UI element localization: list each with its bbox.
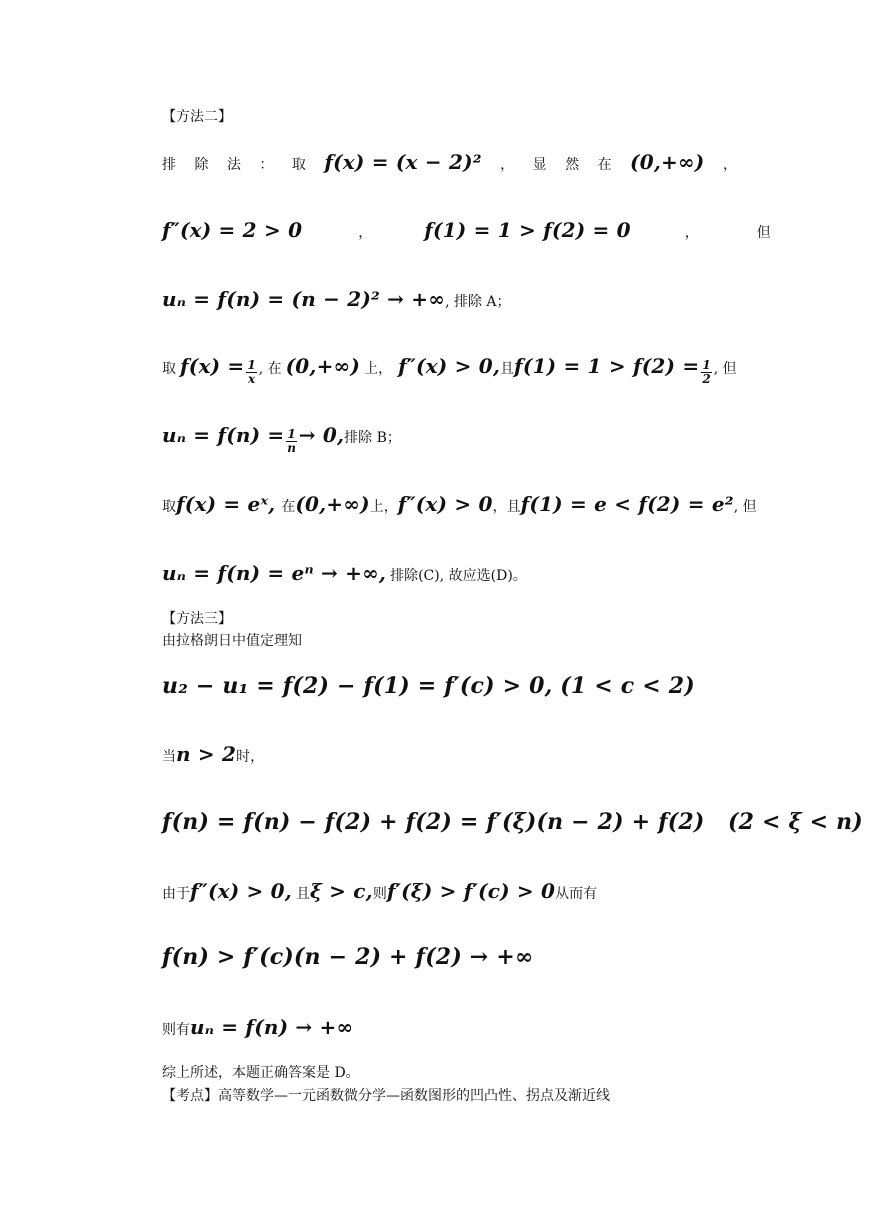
method-three-title: 【方法三】	[162, 611, 232, 627]
exclude-b-line	[162, 423, 401, 459]
formula: u₂ − u₁ = f(2) − f(1) = f′(c) > 0, (1 < c < 2)	[162, 673, 695, 699]
formula: f(n) = f(n) − f(2) + f(2) = f′(ξ)(n − 2) + f(2) (2 < ξ < n)	[162, 809, 863, 835]
since-line	[162, 879, 597, 903]
text: 上，	[364, 361, 393, 377]
formula: uₙ = f(n) = eⁿ → +∞,	[162, 561, 387, 585]
text: 排除(C), 故应选(D)。	[390, 568, 527, 584]
char: 然	[565, 157, 580, 173]
char: 但	[756, 225, 771, 241]
formula: f(n) > f′(c)(n − 2) + f(2) → +∞	[162, 944, 534, 970]
text: 由于	[162, 886, 190, 902]
exclude-a-line	[162, 287, 511, 311]
formula: uₙ = f(n) =	[162, 423, 285, 447]
formula: uₙ = f(n) = (n − 2)² → +∞	[162, 287, 446, 311]
text: 当	[162, 749, 176, 765]
inequality-formula	[162, 944, 533, 970]
exclude-c-line	[162, 561, 527, 585]
method-three-heading	[162, 608, 232, 628]
text: 取	[162, 361, 176, 377]
char: ：	[259, 157, 274, 173]
text: 综上所述，本题正确答案是 D。	[162, 1065, 360, 1081]
text: 排除 B；	[344, 430, 401, 446]
text: 从而有	[555, 886, 598, 902]
char: 在	[597, 157, 612, 173]
fraction-denominator: n	[287, 441, 296, 455]
formula: f(1) = 1 > f(2) =	[514, 354, 700, 378]
formula: (0,+∞)	[295, 492, 370, 516]
text: , 但	[733, 499, 757, 515]
text: 则有	[162, 1022, 190, 1038]
text: 且	[500, 361, 515, 377]
char: ，	[722, 157, 737, 173]
text: 时，	[236, 749, 265, 765]
text: ，且	[492, 499, 521, 515]
text: , 但	[713, 361, 737, 377]
formula: f(x) = (x − 2)²	[324, 150, 482, 174]
char: 排	[162, 157, 176, 173]
comma: ，	[684, 225, 699, 241]
char: ，	[500, 157, 515, 173]
text: , 排除 A；	[445, 294, 511, 310]
formula: f(x) =	[180, 354, 245, 378]
text: , 在	[258, 361, 282, 377]
char: 显	[532, 157, 547, 173]
formula: f″(x) > 0,	[398, 354, 501, 378]
formula: uₙ = f(n) → +∞	[190, 1015, 354, 1039]
method-two-title: 【方法二】	[162, 109, 232, 125]
fraction-numerator: 1	[247, 358, 256, 372]
formula: f″(x) > 0	[397, 492, 493, 516]
formula: ξ > c,	[309, 879, 373, 903]
formula: f″(x) > 0,	[190, 879, 292, 903]
formula: f′(ξ) > f′(c) > 0	[386, 879, 556, 903]
fraction-numerator: 1	[702, 358, 711, 372]
fraction-denominator: 2	[702, 372, 711, 386]
text: 则	[372, 886, 387, 902]
topic-text: 高等数学—一元函数微分学—函数图形的凹凸性、拐点及渐近线	[218, 1088, 610, 1104]
formula: f(1) = e < f(2) = e²	[520, 492, 734, 516]
comma: ，	[358, 225, 373, 241]
formula: (0,+∞)	[630, 150, 705, 174]
topic-tag: 【考点】	[162, 1088, 218, 1104]
text: 且	[295, 886, 310, 902]
second-derivative-line	[162, 218, 771, 242]
when-n-greater-line	[162, 742, 264, 766]
formula: → 0,	[298, 423, 345, 447]
char: 法	[226, 157, 241, 173]
formula: f(x) = eˣ,	[176, 492, 276, 516]
char: 除	[194, 157, 209, 173]
formula: f″(x) = 2 > 0	[162, 218, 303, 242]
formula: f(1) = 1 > f(2) = 0	[424, 218, 631, 242]
formula: n > 2	[176, 742, 237, 766]
mean-value-formula	[162, 673, 695, 699]
text: 由拉格朗日中值定理知	[162, 633, 302, 649]
exclusion-method-line	[162, 150, 737, 174]
topic-line	[162, 1085, 610, 1105]
char: 取	[291, 157, 306, 173]
fraction-numerator: 1	[287, 427, 296, 441]
fraction-denominator: x	[247, 372, 256, 386]
fraction	[701, 359, 711, 386]
conclusion-limit-line	[162, 1015, 353, 1039]
answer-line	[162, 1062, 360, 1082]
text: 在	[281, 499, 296, 515]
text: 上，	[369, 499, 398, 515]
take-reciprocal-line	[162, 354, 737, 390]
lagrange-intro	[162, 630, 302, 650]
fraction	[286, 428, 296, 455]
text: 取	[162, 499, 176, 515]
expansion-formula	[162, 809, 863, 835]
fraction	[246, 359, 256, 386]
method-two-heading	[162, 106, 232, 126]
take-exponential-line	[162, 492, 757, 516]
formula: (0,+∞)	[285, 354, 361, 378]
